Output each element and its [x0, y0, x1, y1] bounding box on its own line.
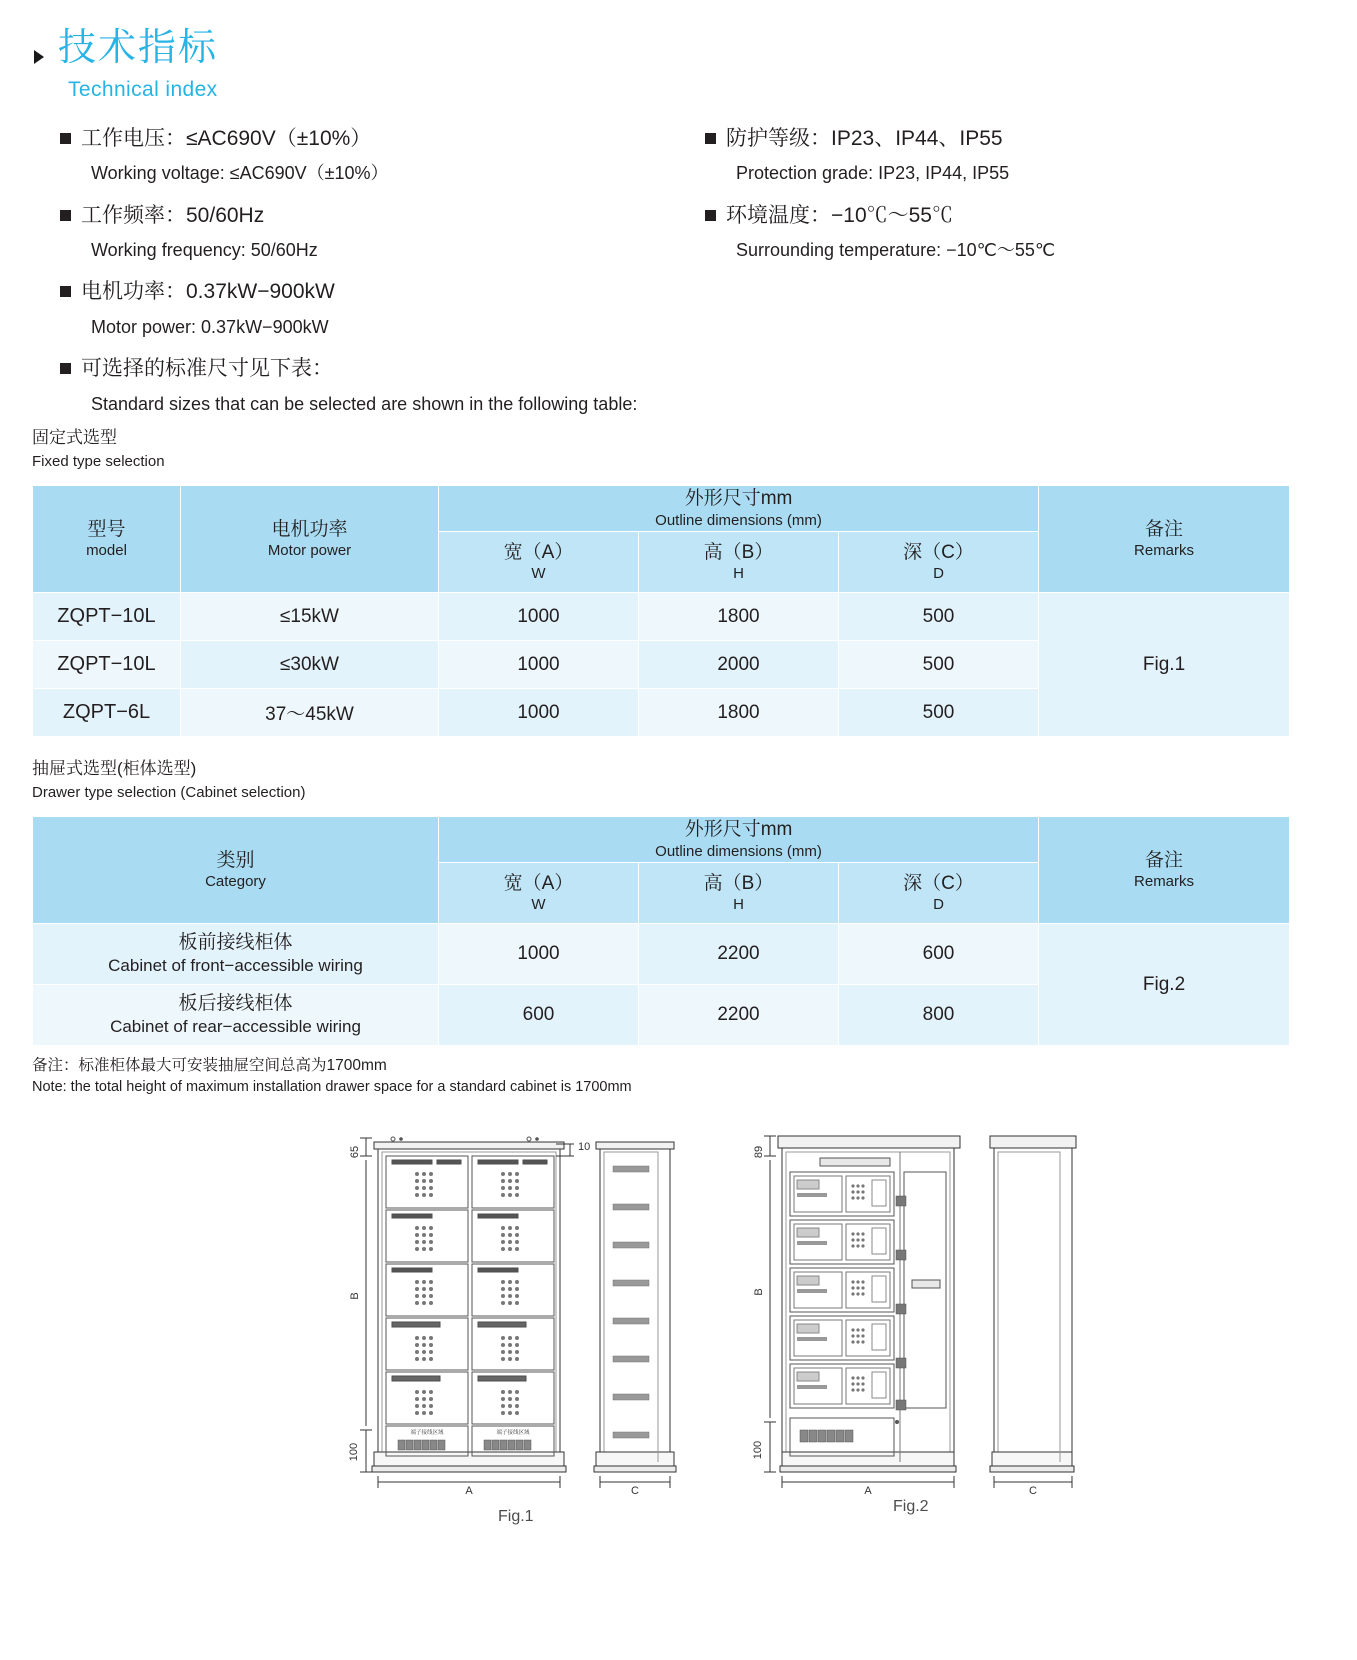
header-remarks — [1039, 817, 1290, 924]
header-width-en: W — [531, 565, 546, 583]
cell-width: 1000 — [439, 689, 639, 737]
header-power-en: Motor power — [267, 542, 352, 560]
header-height-cn: 高（B） — [703, 541, 774, 563]
header-depth — [839, 863, 1039, 924]
cell-category-en: Cabinet of front−accessible wiring — [108, 956, 363, 976]
cell-height: 1800 — [639, 593, 839, 641]
square-bullet-icon — [60, 363, 71, 374]
table-footnote — [32, 1054, 632, 1099]
cell-height: 1800 — [639, 689, 839, 737]
fig2-caption: Fig.2 — [893, 1498, 929, 1515]
cell-model: ZQPT−10L — [33, 641, 181, 689]
header-remarks-en: Remarks — [1134, 542, 1195, 560]
header-depth-cn: 深（C） — [903, 872, 974, 894]
spec-column-left — [60, 125, 660, 355]
table-row — [33, 593, 1290, 641]
header-power-cn: 电机功率 — [271, 518, 348, 540]
table-header-row — [33, 486, 1290, 532]
header-width-en: W — [531, 896, 546, 914]
cell-width: 600 — [439, 985, 639, 1046]
page-subtitle: Technical index — [68, 77, 218, 101]
cell-height: 2200 — [639, 924, 839, 985]
header-remarks-cn: 备注 — [1145, 518, 1184, 540]
fig1-caption: Fig.1 — [498, 1508, 534, 1525]
cabinet-drawing-svg — [0, 1100, 1357, 1550]
title-row — [34, 28, 218, 70]
cell-height: 2200 — [639, 985, 839, 1046]
spec-column-right — [705, 125, 1325, 278]
cell-depth: 600 — [839, 924, 1039, 985]
table1-label-en: Fixed type selection — [32, 452, 165, 470]
dim-A-label: A — [864, 1485, 872, 1497]
table1-label — [32, 426, 165, 472]
spec-label-cn: 工作电压：≤AC690V（±10%） — [81, 127, 372, 150]
square-bullet-icon — [60, 210, 71, 221]
spec-label-cn: 防护等级：IP23、IP44、IP55 — [726, 127, 1003, 150]
cell-width: 1000 — [439, 641, 639, 689]
standard-note-cn: 可选择的标准尺寸见下表： — [81, 357, 333, 380]
header-height-en: H — [733, 565, 744, 583]
header-depth-en: D — [933, 896, 944, 914]
cell-height: 2000 — [639, 641, 839, 689]
spec-item — [60, 125, 660, 186]
dim-C-label: C — [1029, 1485, 1037, 1497]
header-dims-cn: 外形尺寸mm — [684, 819, 793, 840]
table-header-row — [33, 817, 1290, 863]
cell-remarks: Fig.2 — [1039, 924, 1290, 1046]
cell-depth: 800 — [839, 985, 1039, 1046]
header-height — [639, 532, 839, 593]
table2-label-en: Drawer type selection (Cabinet selection) — [32, 783, 306, 801]
header-remarks — [1039, 486, 1290, 593]
terminal-zone-label: 端子接线区域 — [410, 1430, 444, 1436]
dim-100-label: 100 — [752, 1440, 764, 1460]
header-outline-dimensions — [439, 486, 1039, 532]
dim-100-label: 100 — [348, 1442, 360, 1462]
header-category-cn: 类别 — [216, 849, 255, 871]
header-dims-cn: 外形尺寸mm — [684, 488, 793, 509]
spec-label-en: Working frequency: 50/60Hz — [91, 240, 318, 261]
table2-label-cn: 抽屉式选型(柜体选型) — [32, 759, 197, 778]
spec-item — [705, 202, 1325, 263]
header-depth-en: D — [933, 565, 944, 583]
spec-label-cn: 工作频率：50/60Hz — [81, 203, 265, 227]
header-height — [639, 863, 839, 924]
header-depth-cn: 深（C） — [903, 541, 974, 563]
header-width-cn: 宽（A） — [503, 541, 574, 563]
dim-10-label: 10 — [578, 1141, 591, 1153]
cell-category-cn: 板前接线柜体 — [178, 932, 293, 954]
header-dims-en: Outline dimensions (mm) — [655, 511, 822, 529]
header-motor-power — [181, 486, 439, 593]
cell-power: 37～45kW — [181, 689, 439, 737]
square-bullet-icon — [705, 133, 716, 144]
header-width-cn: 宽（A） — [503, 872, 574, 894]
spec-item — [60, 202, 660, 263]
triangle-bullet-icon — [34, 50, 44, 64]
cell-category-en: Cabinet of rear−accessible wiring — [110, 1017, 361, 1037]
spec-item — [60, 278, 660, 339]
header-remarks-en: Remarks — [1134, 873, 1195, 891]
cell-power: ≤30kW — [181, 641, 439, 689]
dim-B-label: B — [753, 1288, 765, 1296]
fixed-type-table — [32, 485, 1290, 737]
cell-width: 1000 — [439, 593, 639, 641]
page-title: 技术指标 — [58, 27, 219, 69]
header-width — [439, 532, 639, 593]
header-outline-dimensions — [439, 817, 1039, 863]
dim-89-label: 89 — [753, 1145, 765, 1159]
dim-A-label: A — [465, 1485, 473, 1497]
cell-depth: 500 — [839, 689, 1039, 737]
cell-model: ZQPT−6L — [33, 689, 181, 737]
header-category — [33, 817, 439, 924]
cabinet-drawings — [0, 1100, 1357, 1560]
footnote-en: Note: the total height of maximum installation drawer space for a standard cabinet is 1700mm — [32, 1079, 632, 1096]
cell-category — [33, 924, 439, 985]
header-category-en: Category — [205, 873, 266, 891]
header-height-cn: 高（B） — [703, 872, 774, 894]
spec-label-en: Motor power: 0.37kW−900kW — [91, 316, 329, 337]
cell-width: 1000 — [439, 924, 639, 985]
cell-depth: 500 — [839, 641, 1039, 689]
dim-B-label: B — [349, 1292, 361, 1300]
header-height-en: H — [733, 896, 744, 914]
spec-item — [705, 125, 1325, 186]
cell-remarks: Fig.1 — [1039, 593, 1290, 737]
cell-category — [33, 985, 439, 1046]
terminal-zone-label: 端子接线区域 — [496, 1430, 530, 1436]
spec-label-en: Surrounding temperature: −10℃～55℃ — [736, 240, 1056, 261]
spec-label-cn: 电机功率：0.37kW−900kW — [81, 280, 335, 304]
standard-note-en: Standard sizes that can be selected are shown in the following table: — [91, 394, 638, 415]
square-bullet-icon — [60, 133, 71, 144]
header-model — [33, 486, 181, 593]
header-dims-en: Outline dimensions (mm) — [655, 842, 822, 860]
dim-65-label: 65 — [349, 1145, 361, 1159]
spec-label-cn: 环境温度：−10℃～55℃ — [726, 203, 953, 227]
cell-category-cn: 板后接线柜体 — [178, 993, 293, 1015]
cell-depth: 500 — [839, 593, 1039, 641]
drawer-type-table — [32, 816, 1290, 1046]
square-bullet-icon — [60, 286, 71, 297]
header-model-cn: 型号 — [87, 518, 126, 540]
footnote-cn: 备注：标准柜体最大可安装抽屉空间总高为1700mm — [32, 1057, 387, 1074]
table-row — [33, 924, 1290, 985]
cell-power: ≤15kW — [181, 593, 439, 641]
table2-label — [32, 757, 305, 803]
standard-size-note — [60, 355, 960, 417]
page-header — [34, 28, 218, 102]
header-model-en: model — [86, 542, 127, 560]
spec-label-en: Protection grade: IP23, IP44, IP55 — [736, 163, 1010, 184]
cell-model: ZQPT−10L — [33, 593, 181, 641]
header-depth — [839, 532, 1039, 593]
spec-label-en: Working voltage: ≤AC690V（±10%） — [91, 163, 389, 184]
table1-label-cn: 固定式选型 — [32, 428, 117, 447]
dim-C-label: C — [631, 1485, 639, 1497]
header-width — [439, 863, 639, 924]
header-remarks-cn: 备注 — [1145, 849, 1184, 871]
square-bullet-icon — [705, 210, 716, 221]
